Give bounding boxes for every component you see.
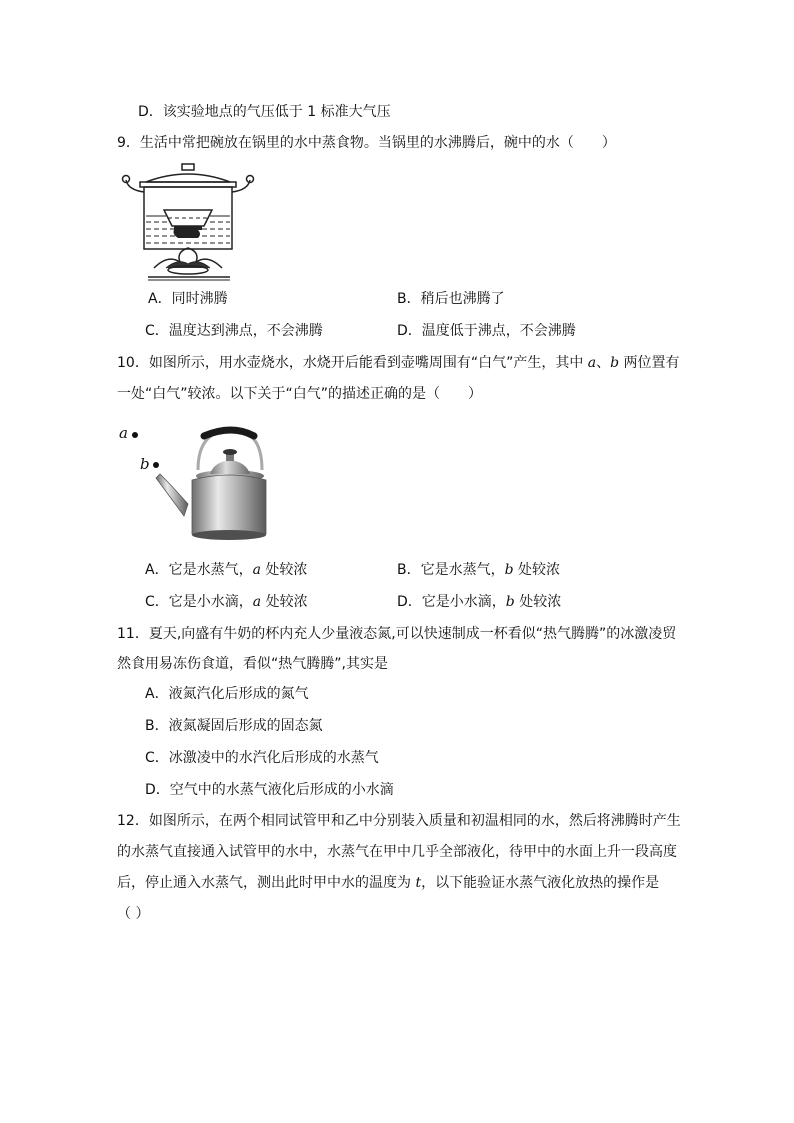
q11-option-a: A．液氮汽化后形成的氮气 [145, 686, 309, 702]
q10-option-b-end: 处较浓 [513, 562, 561, 578]
q10-option-b-text: B．它是水蒸气， [397, 562, 505, 578]
q10-option-a-text: A．它是水蒸气， [145, 562, 253, 578]
q10-option-c-var: a [252, 594, 262, 610]
q10-option-a [145, 560, 307, 580]
q10-stem-line2: 一处“白气”较浓。以下关于“白气”的描述正确的是（ ） [117, 386, 483, 402]
q10-option-c [145, 592, 308, 612]
q10-option-a-var: a [252, 562, 261, 578]
point-a-dot [132, 432, 138, 438]
q10-option-b [397, 560, 560, 580]
q10-option-b-var: b [504, 562, 514, 578]
q11-stem-line1: 11．夏天,向盛有牛奶的杯内充人少量液态氮,可以快速制成一杯看似“热气腾腾”的冰激凌贸 [117, 626, 677, 642]
q12-stem-line1: 12．如图所示，在两个相同试管甲和乙中分别装入质量和初温相同的水，然后将沸腾时产生 [117, 813, 681, 829]
q9-option-c: C．温度达到沸点，不会沸腾 [145, 323, 323, 339]
q12-stem-line4: （ ） [117, 906, 150, 922]
figure-label-a: a [119, 424, 128, 442]
q11-option-d: D．空气中的水蒸气液化后形成的小水滴 [145, 782, 394, 798]
q10-option-d-end: 处较浓 [514, 594, 562, 610]
q10-option-d-var: b [505, 594, 515, 610]
q12-stem-line2: 的水蒸气直接通入试管甲的水中，水蒸气在甲中几乎全部液化，待甲中的水面上升一段高度 [117, 844, 677, 860]
q10-option-d-text: D．它是小水滴， [397, 594, 506, 610]
q10-option-a-end: 处较浓 [260, 562, 308, 578]
figure-label-b: b [140, 455, 150, 473]
q9-option-d: D．温度低于沸点，不会沸腾 [397, 323, 576, 339]
q10-stem-text-end: 两位置有 [619, 355, 680, 371]
q10-var-a: a [587, 355, 597, 371]
q9-option-b: B．稍后也沸腾了 [397, 291, 505, 307]
q12-stem-text: 后，停止通入水蒸气，测出此时甲中水的温度为 [117, 875, 416, 891]
kettle-figure [154, 424, 268, 544]
q10-option-d [397, 592, 561, 612]
pot-steaming-figure [118, 160, 258, 282]
q9-stem: 9．生活中常把碗放在锅里的水中蒸食物。当锅里的水沸腾后，碗中的水（ ） [117, 135, 616, 151]
q10-separator: 、 [596, 355, 611, 371]
q10-option-c-text: C．它是小水滴， [145, 594, 253, 610]
q10-stem-text: 10．如图所示，用水壶烧水，水烧开后能看到壶嘴周围有“白气”产生，其中 [117, 355, 588, 371]
q10-var-b: b [610, 355, 620, 371]
q8-option-d: D．该实验地点的气压低于 1 标准大气压 [138, 104, 391, 120]
q9-option-a: A．同时沸腾 [148, 291, 228, 307]
q11-option-c: C．冰激凌中的水汽化后形成的水蒸气 [145, 750, 379, 766]
q11-option-b: B．液氮凝固后形成的固态氮 [145, 718, 323, 734]
q12-stem-text-end: ，以下能验证水蒸气液化放热的操作是 [421, 875, 660, 891]
q12-stem-line3 [117, 873, 659, 893]
q11-stem-line2: 然食用易冻伤食道，看似“热气腾腾”,其实是 [117, 656, 388, 672]
q10-stem-line1 [117, 353, 680, 373]
q10-option-c-end: 处较浓 [261, 594, 308, 610]
q12-var-t: t [415, 875, 422, 891]
